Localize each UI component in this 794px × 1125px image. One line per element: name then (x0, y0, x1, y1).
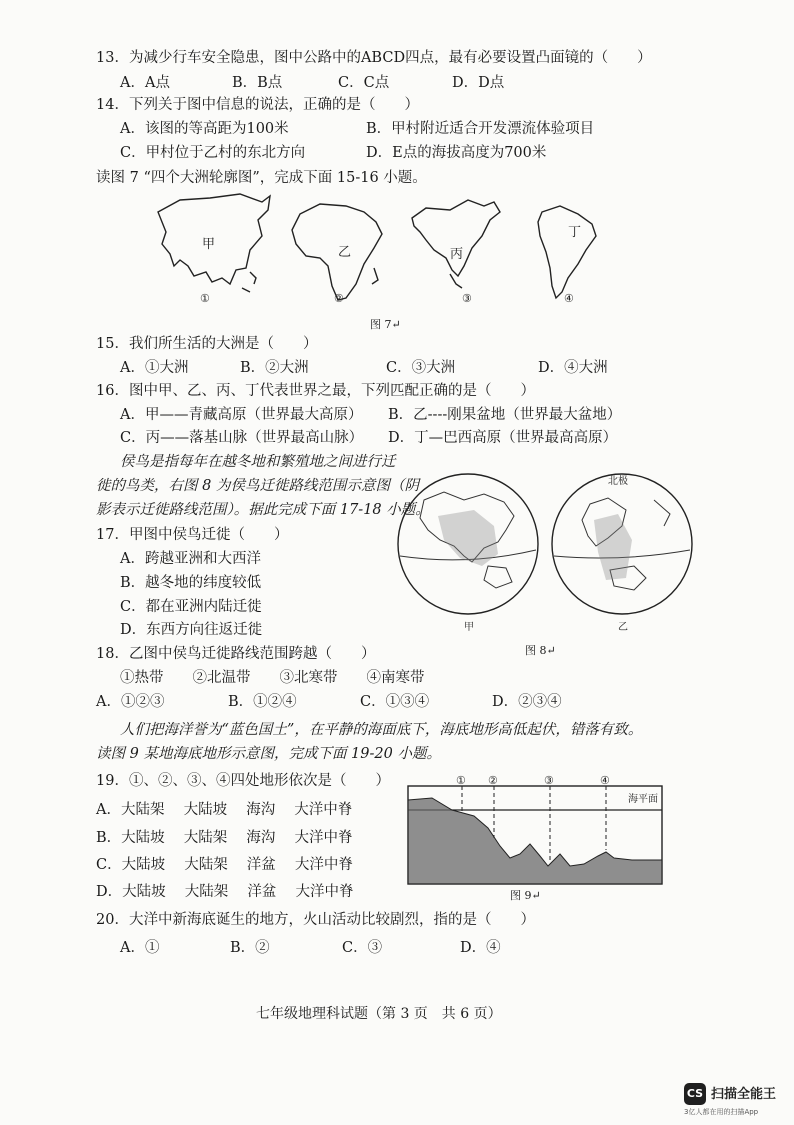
fig7-label-ding: 丁 (568, 225, 582, 240)
q15-option-b: B．②大洲 (240, 360, 309, 376)
fig8-north-label: 北极 (608, 476, 628, 487)
fig9-mark-3: ③ (544, 774, 554, 787)
q15-option-a: A．①大洲 (120, 360, 189, 376)
q17-option-d: D．东西方向往返迁徙 (120, 622, 263, 638)
intro-17-line2: 徙的鸟类，右图 8 为侯鸟迁徙路线范围示意图（阴 (96, 478, 419, 494)
q20-option-c: C．③ (342, 940, 383, 956)
q18-stem: 18．乙图中侯鸟迁徙路线范围跨越（ ） (96, 646, 376, 662)
scanner-logo-icon: CS (684, 1083, 706, 1105)
q15-option-d: D．④大洲 (538, 360, 608, 376)
q14-option-b: B．甲村附近适合开发漂流体验项目 (366, 121, 595, 137)
scanner-app-name: 扫描全能王 (711, 1087, 777, 1102)
q20-option-b: B．② (230, 940, 270, 956)
q14-option-c: C．甲村位于乙村的东北方向 (120, 145, 306, 161)
q17-stem: 17．甲图中侯鸟迁徙（ ） (96, 527, 289, 543)
fig8-caption: 图 8↵ (525, 644, 556, 657)
q19-option-a: A．大陆架 大陆坡 海沟 大洋中脊 (96, 802, 353, 818)
q13-option-c: C．C点 (338, 75, 390, 91)
q17-option-b: B．越冬地的纬度较低 (120, 575, 262, 591)
fig9-mark-2: ② (488, 774, 498, 787)
q16-option-a: A．甲——青藏高原（世界最大高原） (120, 407, 363, 423)
fig7-label-jia: 甲 (202, 237, 216, 252)
fig7-num-3: ③ (462, 292, 472, 305)
fig9-mark-4: ④ (600, 774, 610, 787)
q18-items: ①热带 ②北温带 ③北寒带 ④南寒带 (120, 670, 425, 686)
q14-option-a: A．该图的等高距为100米 (120, 121, 289, 137)
q19-option-b: B．大陆坡 大陆架 海沟 大洋中脊 (96, 830, 353, 846)
q18-option-b: B．①②④ (228, 694, 297, 710)
fig7-num-2: ② (334, 292, 344, 305)
q19-stem: 19．①、②、③、④四处地形依次是（ ） (96, 773, 390, 789)
q13-option-d: D．D点 (452, 75, 505, 91)
q19-option-d: D．大陆坡 大陆架 洋盆 大洋中脊 (96, 884, 354, 900)
q16-option-d: D．丁—巴西高原（世界最高高原） (388, 430, 618, 446)
figure-7-continents (150, 192, 610, 314)
fig8-label-yi: 乙 (618, 622, 628, 633)
q15-option-c: C．③大洲 (386, 360, 456, 376)
fig8-label-jia: 甲 (464, 622, 474, 633)
q17-option-c: C．都在亚洲内陆迁徙 (120, 599, 262, 615)
fig7-intro: 读图 7 “四个大洲轮廓图”，完成下面 15-16 小题。 (96, 170, 427, 186)
q20-option-d: D．④ (460, 940, 501, 956)
intro-17-line3: 影表示迁徙路线范围）。据此完成下面 17-18 小题。 (96, 502, 430, 518)
figure-9-seafloor (402, 772, 670, 888)
fig9-caption: 图 9↵ (510, 889, 541, 902)
fig7-num-4: ④ (564, 292, 574, 305)
figure-8-globes (394, 470, 704, 660)
fig7-label-bing: 丙 (450, 247, 464, 262)
q16-stem: 16．图中甲、乙、丙、丁代表世界之最，下列匹配正确的是（ ） (96, 383, 535, 399)
page-footer: 七年级地理科试题（第 3 页 共 6 页） (256, 1006, 502, 1022)
q14-stem: 14．下列关于图中信息的说法，正确的是（ ） (96, 97, 419, 113)
q13-stem: 13．为减少行车安全隐患，图中公路中的ABCD四点，最有必要设置凸面镜的（ ） (96, 50, 652, 66)
q18-option-a: A．①②③ (96, 694, 165, 710)
q20-option-a: A．① (120, 940, 160, 956)
q18-option-d: D．②③④ (492, 694, 562, 710)
fig7-num-1: ① (200, 292, 210, 305)
q15-stem: 15．我们所生活的大洲是（ ） (96, 336, 318, 352)
intro-17-line1: 侯鸟是指每年在越冬地和繁殖地之间进行迁 (120, 454, 396, 470)
intro-19-line1: 人们把海洋誉为“蓝色国土”，在平静的海面底下，海底地形高低起伏，错落有致。 (120, 722, 643, 738)
q14-option-d: D．E点的海拔高度为700米 (366, 145, 547, 161)
scanner-tagline: 3亿人都在用的扫描App (684, 1108, 759, 1116)
fig9-sea-level: 海平面 (628, 794, 658, 805)
q18-option-c: C．①③④ (360, 694, 430, 710)
fig9-mark-1: ① (456, 774, 466, 787)
q20-stem: 20．大洋中新海底诞生的地方，火山活动比较剧烈，指的是（ ） (96, 912, 535, 928)
q16-option-c: C．丙——落基山脉（世界最高山脉） (120, 430, 364, 446)
q19-option-c: C．大陆坡 大陆架 洋盆 大洋中脊 (96, 857, 353, 873)
q17-option-a: A．跨越亚洲和大西洋 (120, 551, 261, 567)
fig7-label-yi: 乙 (338, 245, 352, 260)
q16-option-b: B．乙----刚果盆地（世界最大盆地） (388, 407, 622, 423)
intro-19-line2: 读图 9 某地海底地形示意图，完成下面 19-20 小题。 (96, 746, 441, 762)
q13-option-a: A．A点 (120, 75, 170, 91)
q13-option-b: B．B点 (232, 75, 283, 91)
fig7-caption: 图 7↵ (370, 318, 401, 331)
